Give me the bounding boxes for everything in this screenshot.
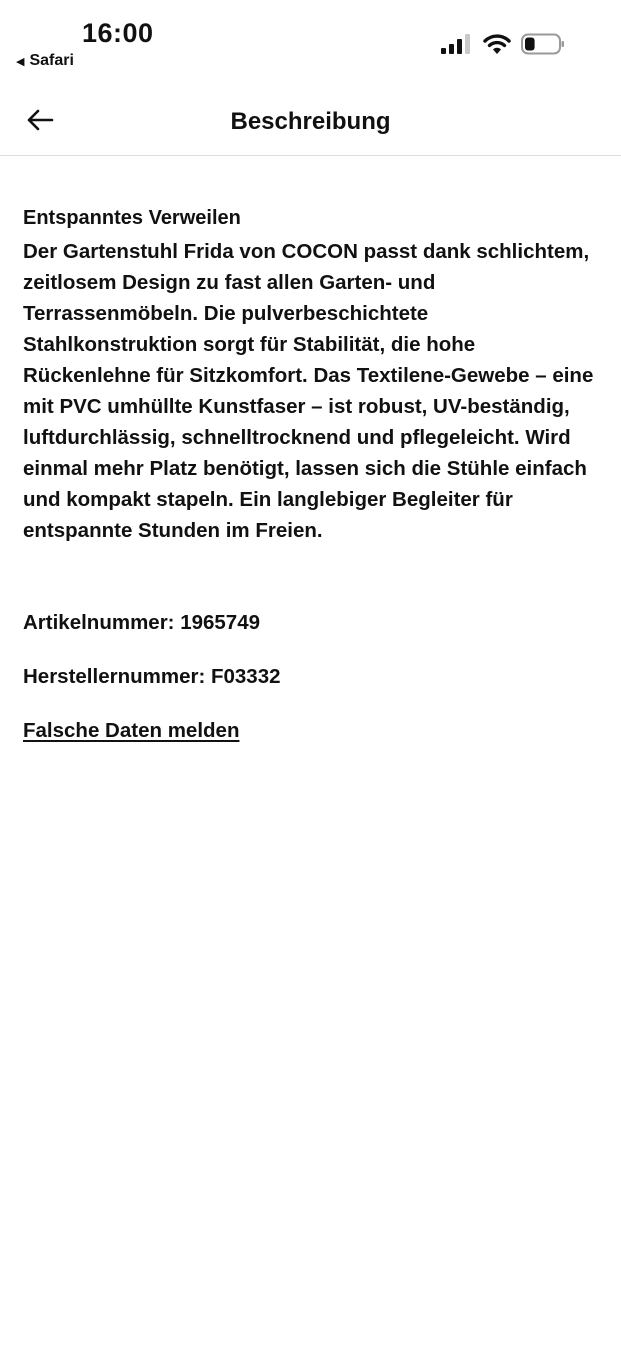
article-number: Artikelnummer: 1965749 (23, 611, 261, 634)
top-navigation-bar (0, 85, 621, 156)
battery-icon (521, 33, 565, 55)
wifi-icon (483, 33, 511, 55)
product-description: Der Gartenstuhl Frida von COCON passt dank schlichtem, zeitlosem Design zu fast allen Garten- und Terrassenmöbeln. Die pulverbeschichtete Stahlkonstruktion sorgt für Stabilität, die hohe Rückenlehne für Sitzkomfort. Das Textilene-Gewebe – eine mit PVC umhüllte Kunstfaser – ist robust, UV-beständig, luftdurchlässig, schnelltrocknend und pflegeleicht. Wird einmal mehr Platz benötigt, lassen sich die Stühle einfach und kompakt stapeln. Ein langlebiger Begleiter für entspannte Stunden im Freien. (23, 240, 594, 542)
description-content (23, 203, 603, 745)
back-to-safari-link[interactable] (16, 52, 74, 70)
page-title: Beschreibung (230, 108, 391, 135)
back-triangle-icon: ◀ (16, 55, 25, 68)
report-wrong-data-link[interactable]: Falsche Daten melden (23, 719, 240, 742)
status-bar (0, 0, 621, 80)
manufacturer-number: Herstellernummer: F03332 (23, 665, 281, 688)
back-app-label: Safari (29, 52, 74, 69)
section-title: Entspanntes Verweilen (23, 207, 241, 229)
status-time: 16:00 (82, 18, 154, 48)
status-icons (441, 33, 565, 55)
cellular-signal-icon (441, 34, 473, 54)
